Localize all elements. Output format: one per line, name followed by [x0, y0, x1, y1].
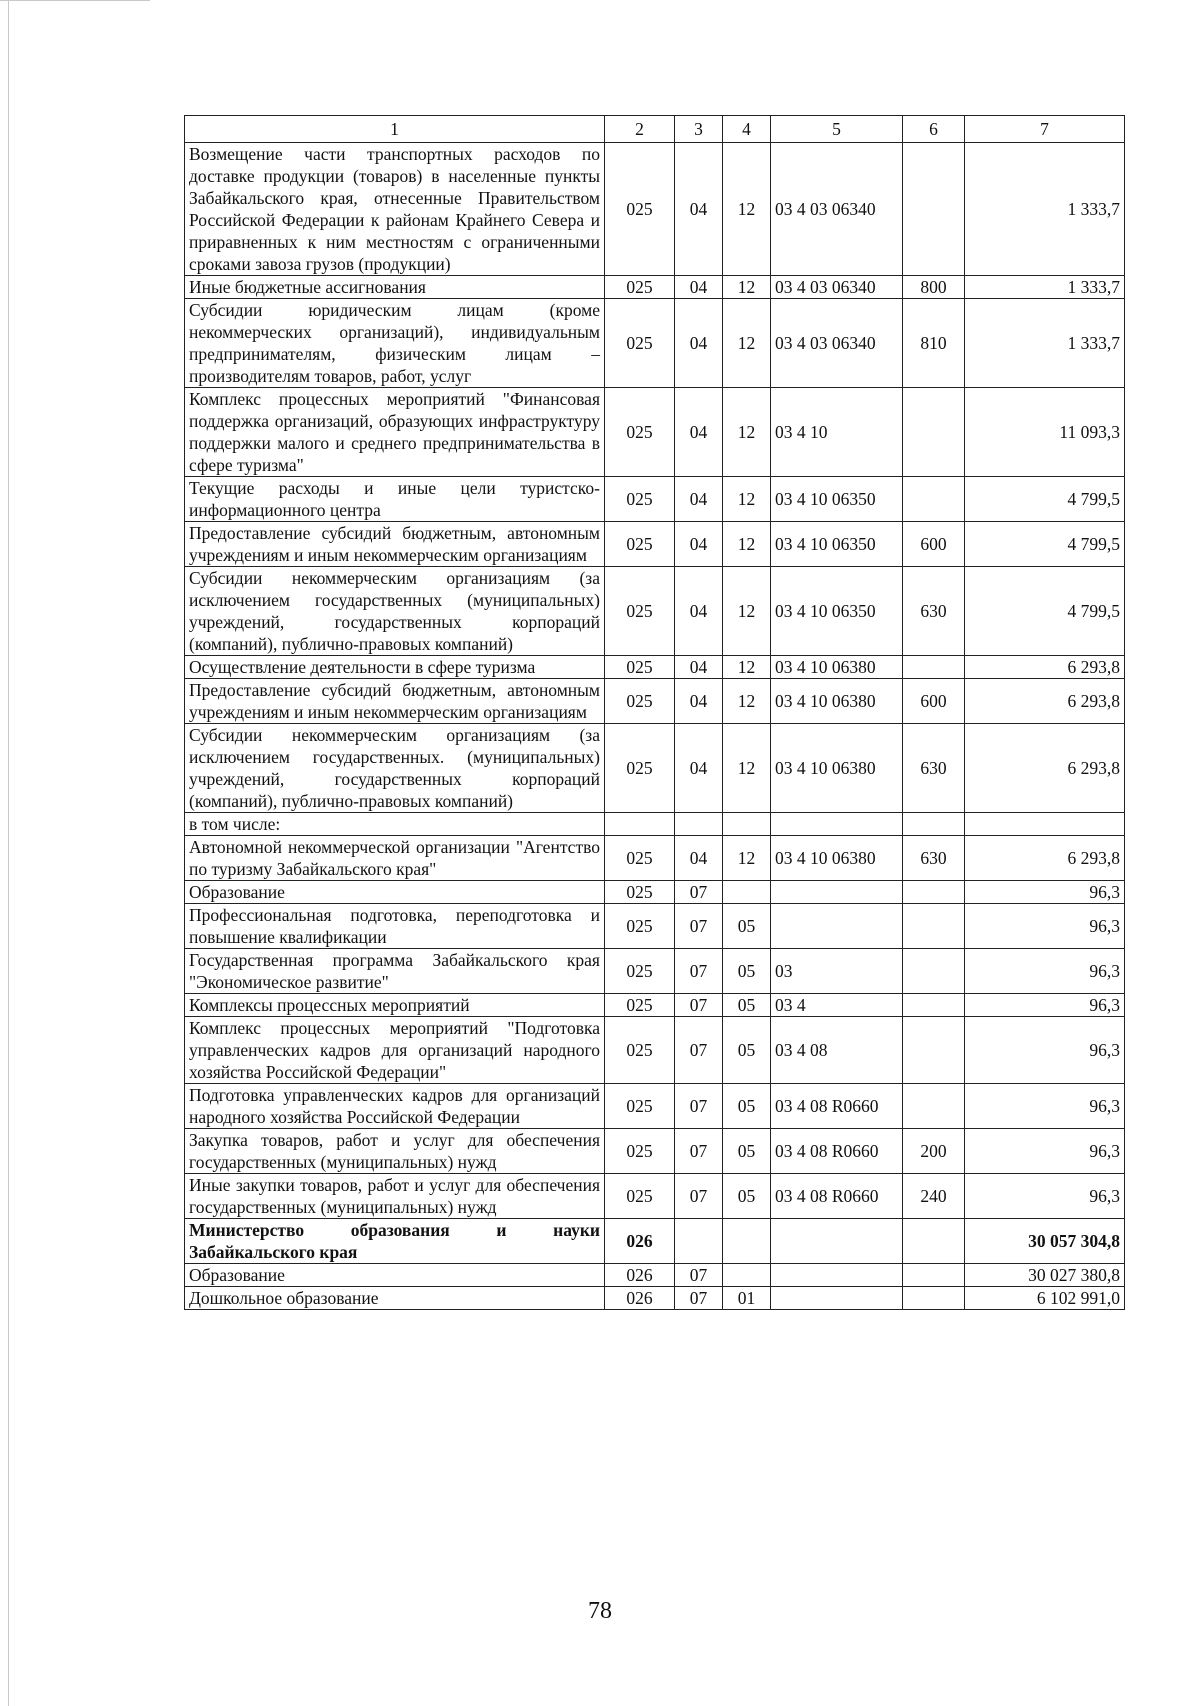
subsection-code-cell: 12: [723, 276, 771, 299]
grbs-code-cell: 025: [605, 477, 675, 522]
grbs-code-cell: 026: [605, 1219, 675, 1264]
section-code-cell: 04: [675, 299, 723, 388]
row-name-cell: Дошкольное образование: [185, 1287, 605, 1310]
subsection-code-cell: 05: [723, 1017, 771, 1084]
subsection-code-cell: 05: [723, 1129, 771, 1174]
section-code-cell: 07: [675, 1287, 723, 1310]
table-row: [185, 836, 1125, 881]
amount-cell: 6 293,8: [965, 724, 1125, 813]
amount-cell: 96,3: [965, 994, 1125, 1017]
table-row: [185, 949, 1125, 994]
row-name-cell: Комплексы процессных мероприятий: [185, 994, 605, 1017]
grbs-code-cell: 026: [605, 1264, 675, 1287]
header-cell: 6: [903, 116, 965, 143]
subsection-code-cell: 05: [723, 1084, 771, 1129]
target-article-cell: 03 4 08 R0660: [771, 1129, 903, 1174]
amount-cell: 96,3: [965, 949, 1125, 994]
amount-cell: 4 799,5: [965, 567, 1125, 656]
target-article-cell: 03 4 10 06350: [771, 477, 903, 522]
expense-type-cell: [903, 813, 965, 836]
table-row: [185, 1084, 1125, 1129]
row-name-cell: Текущие расходы и иные цели туристско-информационного центра: [185, 477, 605, 522]
table-row: [185, 522, 1125, 567]
section-code-cell: [675, 1219, 723, 1264]
grbs-code-cell: 025: [605, 724, 675, 813]
expense-type-cell: [903, 1017, 965, 1084]
section-code-cell: 07: [675, 1129, 723, 1174]
subsection-code-cell: 12: [723, 388, 771, 477]
expense-type-cell: 240: [903, 1174, 965, 1219]
target-article-cell: 03 4 10: [771, 388, 903, 477]
row-name-cell: Предоставление субсидий бюджетным, автономным учреждениям и иным некоммерческим организациям: [185, 679, 605, 724]
target-article-cell: 03 4 08 R0660: [771, 1174, 903, 1219]
section-code-cell: 07: [675, 881, 723, 904]
row-name-cell: Иные закупки товаров, работ и услуг для обеспечения государственных (муниципальных) нужд: [185, 1174, 605, 1219]
grbs-code-cell: 025: [605, 567, 675, 656]
row-name-cell: в том числе:: [185, 813, 605, 836]
scan-left-edge: [8, 0, 9, 1706]
expense-type-cell: [903, 143, 965, 276]
grbs-code-cell: 025: [605, 299, 675, 388]
target-article-cell: 03 4 03 06340: [771, 143, 903, 276]
budget-table: [184, 115, 1125, 1310]
subsection-code-cell: 12: [723, 143, 771, 276]
expense-type-cell: 800: [903, 276, 965, 299]
subsection-code-cell: [723, 881, 771, 904]
expense-type-cell: 600: [903, 679, 965, 724]
table-row: [185, 1129, 1125, 1174]
expense-type-cell: 630: [903, 567, 965, 656]
row-name-cell: Подготовка управленческих кадров для организаций народного хозяйства Российской Федерации: [185, 1084, 605, 1129]
amount-cell: 11 093,3: [965, 388, 1125, 477]
expense-type-cell: [903, 881, 965, 904]
row-name-cell: Комплекс процессных мероприятий "Финансовая поддержка организаций, образующих инфраструктуру поддержки малого и среднего предпринимательства в сфере туризма": [185, 388, 605, 477]
grbs-code-cell: 025: [605, 1084, 675, 1129]
amount-cell: 1 333,7: [965, 276, 1125, 299]
target-article-cell: 03 4 10 06380: [771, 836, 903, 881]
target-article-cell: 03 4 08: [771, 1017, 903, 1084]
table-row: [185, 388, 1125, 477]
row-name-cell: Субсидии некоммерческим организациям (за исключением государственных (муниципальных) учреждений, государственных корпораций (компаний), публично-правовых компаний): [185, 567, 605, 656]
grbs-code-cell: 025: [605, 522, 675, 567]
table-row: [185, 1219, 1125, 1264]
expense-type-cell: 600: [903, 522, 965, 567]
amount-cell: 96,3: [965, 881, 1125, 904]
section-code-cell: 07: [675, 1084, 723, 1129]
subsection-code-cell: 12: [723, 299, 771, 388]
target-article-cell: [771, 1219, 903, 1264]
subsection-code-cell: [723, 813, 771, 836]
grbs-code-cell: 025: [605, 1129, 675, 1174]
section-code-cell: 07: [675, 904, 723, 949]
target-article-cell: 03 4 10 06380: [771, 679, 903, 724]
amount-cell: 96,3: [965, 1084, 1125, 1129]
table-header-row: [185, 116, 1125, 143]
expense-type-cell: [903, 994, 965, 1017]
subsection-code-cell: 05: [723, 904, 771, 949]
target-article-cell: 03 4 10 06350: [771, 522, 903, 567]
subsection-code-cell: 12: [723, 522, 771, 567]
target-article-cell: [771, 813, 903, 836]
page-number: 78: [588, 1598, 612, 1624]
grbs-code-cell: 026: [605, 1287, 675, 1310]
grbs-code-cell: 025: [605, 656, 675, 679]
subsection-code-cell: 12: [723, 567, 771, 656]
table-row: [185, 567, 1125, 656]
header-cell: 3: [675, 116, 723, 143]
grbs-code-cell: 025: [605, 143, 675, 276]
section-code-cell: 04: [675, 477, 723, 522]
target-article-cell: [771, 1287, 903, 1310]
header-cell: 1: [185, 116, 605, 143]
row-name-cell: Профессиональная подготовка, переподготовка и повышение квалификации: [185, 904, 605, 949]
table-row: [185, 656, 1125, 679]
section-code-cell: 04: [675, 276, 723, 299]
table-row: [185, 724, 1125, 813]
section-code-cell: 07: [675, 949, 723, 994]
row-name-cell: Субсидии юридическим лицам (кроме некоммерческих организаций), индивидуальным предпринимателям, физическим лицам – производителям товаров, работ, услуг: [185, 299, 605, 388]
table-row: [185, 477, 1125, 522]
amount-cell: 6 293,8: [965, 836, 1125, 881]
section-code-cell: 04: [675, 679, 723, 724]
grbs-code-cell: 025: [605, 949, 675, 994]
subsection-code-cell: 12: [723, 477, 771, 522]
section-code-cell: 04: [675, 143, 723, 276]
expense-type-cell: [903, 388, 965, 477]
target-article-cell: 03 4 03 06340: [771, 299, 903, 388]
grbs-code-cell: 025: [605, 679, 675, 724]
subsection-code-cell: 05: [723, 1174, 771, 1219]
expense-type-cell: [903, 1219, 965, 1264]
target-article-cell: 03 4 03 06340: [771, 276, 903, 299]
table-row: [185, 1017, 1125, 1084]
amount-cell: [965, 813, 1125, 836]
row-name-cell: Образование: [185, 1264, 605, 1287]
expense-type-cell: 200: [903, 1129, 965, 1174]
scan-top-edge: [0, 0, 150, 1]
header-cell: 7: [965, 116, 1125, 143]
row-name-cell: Министерство образования и науки Забайкальского края: [185, 1219, 605, 1264]
expense-type-cell: [903, 904, 965, 949]
expense-type-cell: [903, 1084, 965, 1129]
table-row: [185, 1287, 1125, 1310]
expense-type-cell: 630: [903, 836, 965, 881]
subsection-code-cell: 12: [723, 656, 771, 679]
row-name-cell: Комплекс процессных мероприятий "Подготовка управленческих кадров для организаций народного хозяйства Российской Федерации": [185, 1017, 605, 1084]
amount-cell: 96,3: [965, 904, 1125, 949]
target-article-cell: 03 4: [771, 994, 903, 1017]
header-cell: 4: [723, 116, 771, 143]
table-row: [185, 994, 1125, 1017]
section-code-cell: 07: [675, 1264, 723, 1287]
section-code-cell: [675, 813, 723, 836]
amount-cell: 96,3: [965, 1129, 1125, 1174]
header-cell: 2: [605, 116, 675, 143]
row-name-cell: Осуществление деятельности в сфере туризма: [185, 656, 605, 679]
section-code-cell: 04: [675, 836, 723, 881]
expense-type-cell: 630: [903, 724, 965, 813]
grbs-code-cell: [605, 813, 675, 836]
amount-cell: 4 799,5: [965, 522, 1125, 567]
subsection-code-cell: 05: [723, 949, 771, 994]
expense-type-cell: [903, 1264, 965, 1287]
row-name-cell: Государственная программа Забайкальского края "Экономическое развитие": [185, 949, 605, 994]
amount-cell: 1 333,7: [965, 299, 1125, 388]
section-code-cell: 04: [675, 567, 723, 656]
target-article-cell: 03 4 10 06380: [771, 724, 903, 813]
expense-type-cell: 810: [903, 299, 965, 388]
amount-cell: 6 293,8: [965, 679, 1125, 724]
grbs-code-cell: 025: [605, 836, 675, 881]
table-row: [185, 679, 1125, 724]
subsection-code-cell: [723, 1264, 771, 1287]
row-name-cell: Субсидии некоммерческим организациям (за исключением государственных. (муниципальных) учреждений, государственных корпораций (компаний), публично-правовых компаний): [185, 724, 605, 813]
table-row: [185, 299, 1125, 388]
target-article-cell: 03 4 10 06380: [771, 656, 903, 679]
table-row: [185, 143, 1125, 276]
amount-cell: 30 027 380,8: [965, 1264, 1125, 1287]
expense-type-cell: [903, 1287, 965, 1310]
table-row: [185, 813, 1125, 836]
amount-cell: 30 057 304,8: [965, 1219, 1125, 1264]
subsection-code-cell: 12: [723, 724, 771, 813]
row-name-cell: Автономной некоммерческой организации "Агентство по туризму Забайкальского края": [185, 836, 605, 881]
grbs-code-cell: 025: [605, 388, 675, 477]
amount-cell: 6 293,8: [965, 656, 1125, 679]
row-name-cell: Закупка товаров, работ и услуг для обеспечения государственных (муниципальных) нужд: [185, 1129, 605, 1174]
expense-type-cell: [903, 949, 965, 994]
row-name-cell: Образование: [185, 881, 605, 904]
amount-cell: 96,3: [965, 1174, 1125, 1219]
row-name-cell: Возмещение части транспортных расходов по доставке продукции (товаров) в населенные пункты Забайкальского края, отнесенные Правительством Российской Федерации к районам Крайнего Севера и приравненных к ним местностям с ограниченными сроками завоза грузов (продукции): [185, 143, 605, 276]
subsection-code-cell: 01: [723, 1287, 771, 1310]
header-cell: 5: [771, 116, 903, 143]
subsection-code-cell: 12: [723, 836, 771, 881]
grbs-code-cell: 025: [605, 1174, 675, 1219]
table-row: [185, 1264, 1125, 1287]
target-article-cell: 03 4 10 06350: [771, 567, 903, 656]
amount-cell: 4 799,5: [965, 477, 1125, 522]
table-row: [185, 1174, 1125, 1219]
table-row: [185, 881, 1125, 904]
target-article-cell: [771, 881, 903, 904]
target-article-cell: 03 4 08 R0660: [771, 1084, 903, 1129]
subsection-code-cell: 05: [723, 994, 771, 1017]
amount-cell: 1 333,7: [965, 143, 1125, 276]
row-name-cell: Иные бюджетные ассигнования: [185, 276, 605, 299]
expense-type-cell: [903, 477, 965, 522]
section-code-cell: 07: [675, 994, 723, 1017]
grbs-code-cell: 025: [605, 904, 675, 949]
target-article-cell: 03: [771, 949, 903, 994]
target-article-cell: [771, 1264, 903, 1287]
section-code-cell: 04: [675, 522, 723, 567]
table-row: [185, 276, 1125, 299]
expense-type-cell: [903, 656, 965, 679]
section-code-cell: 04: [675, 388, 723, 477]
section-code-cell: 04: [675, 724, 723, 813]
subsection-code-cell: [723, 1219, 771, 1264]
grbs-code-cell: 025: [605, 276, 675, 299]
amount-cell: 6 102 991,0: [965, 1287, 1125, 1310]
amount-cell: 96,3: [965, 1017, 1125, 1084]
section-code-cell: 04: [675, 656, 723, 679]
subsection-code-cell: 12: [723, 679, 771, 724]
grbs-code-cell: 025: [605, 881, 675, 904]
grbs-code-cell: 025: [605, 994, 675, 1017]
section-code-cell: 07: [675, 1017, 723, 1084]
section-code-cell: 07: [675, 1174, 723, 1219]
target-article-cell: [771, 904, 903, 949]
grbs-code-cell: 025: [605, 1017, 675, 1084]
table-row: [185, 904, 1125, 949]
row-name-cell: Предоставление субсидий бюджетным, автономным учреждениям и иным некоммерческим организациям: [185, 522, 605, 567]
